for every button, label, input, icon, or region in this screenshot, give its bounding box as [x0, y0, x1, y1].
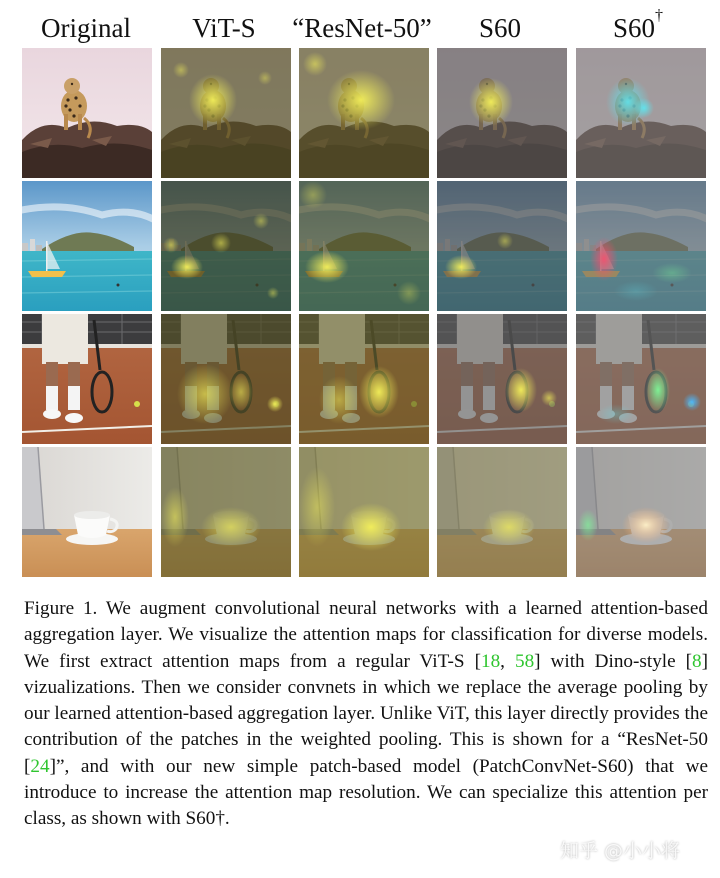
image-row1-vit-s: [161, 48, 291, 178]
image-row3-original: [22, 314, 152, 444]
image-row4-original: [22, 447, 152, 577]
column-header-original: Original: [41, 13, 131, 43]
image-row2-vit-s: [161, 181, 291, 311]
image-row2-s60: [437, 181, 567, 311]
image-row1-resnet-50: [299, 48, 429, 178]
image-row4-s60-dagger: [576, 447, 706, 577]
watermark: 知乎 @小小将: [560, 840, 681, 862]
dagger-mark: †: [655, 7, 664, 24]
column-header-s60-dagger: S60†: [612, 7, 664, 43]
image-row3-vit-s: [161, 314, 291, 444]
image-row2-original: [22, 181, 152, 311]
citation-link[interactable]: 18: [480, 650, 501, 672]
figure-caption: Figure 1. We augment convolutional neural networks with a learned attention-based aggregation layer. We visualize the attention maps for classification for diverse models. We first extract attention maps from a regular ViT-S [18, 58] with Dino-style [8] vizualizations. Then we consider convnets in which we replace the average pooling by our learned attention-based aggregation layer. Unlike ViT, this layer directly provides the contribution of the patches in the weighted pooling. This is shown for a “ResNet-50 [24]”, and with our new simple patch-based model (PatchConvNet-S60) that we introduce to increase the attention map resolution. We can specialize this attention per class, as shown with S60†.: [24, 598, 709, 830]
image-row4-s60: [437, 447, 567, 577]
citation-link[interactable]: 58: [514, 650, 535, 672]
column-headers: [0, 6, 720, 50]
image-row3-resnet-50: [299, 314, 429, 444]
column-header-vit-s: ViT-S: [192, 13, 256, 43]
image-row3-s60: [437, 314, 567, 444]
image-row2-resnet-50: [299, 181, 429, 311]
column-header-s60: S60: [478, 13, 522, 43]
image-row1-s60: [437, 48, 567, 178]
citation-link[interactable]: 24: [30, 755, 50, 777]
image-row4-resnet-50: [299, 447, 429, 577]
image-row2-s60-dagger: [576, 181, 706, 311]
image-row4-vit-s: [161, 447, 291, 577]
image-row1-original: [22, 48, 152, 178]
image-row1-s60-dagger: [576, 48, 706, 178]
citation-link[interactable]: 8: [692, 650, 702, 672]
image-row3-s60-dagger: [576, 314, 706, 444]
column-header-resnet-50: “ResNet-50”: [292, 13, 432, 43]
